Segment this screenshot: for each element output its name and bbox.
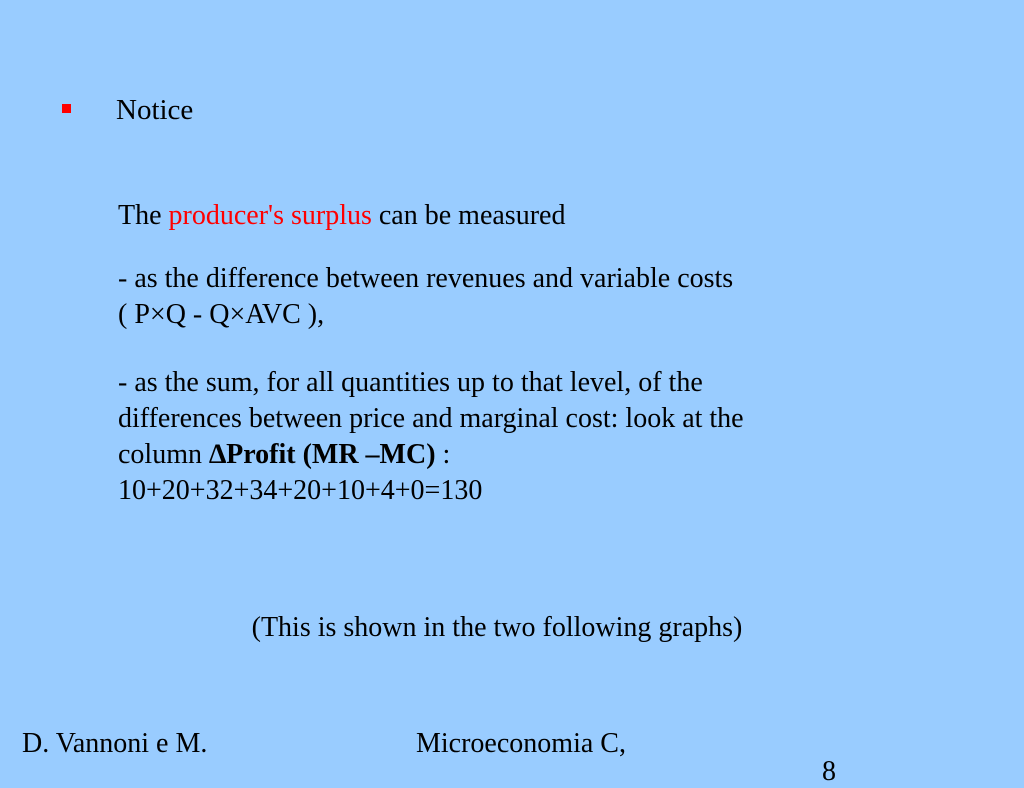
bullet-item xyxy=(62,94,193,127)
square-bullet-icon xyxy=(62,104,71,113)
point1-line1: - as the difference between revenues and variable costs xyxy=(118,263,734,294)
point2-sum: 10+20+32+34+20+10+4+0=130 xyxy=(118,475,483,506)
point2-line3 xyxy=(118,437,918,473)
point1-formula: ( P×Q - Q×AVC ), xyxy=(118,299,325,330)
point-revenue-minus-costs xyxy=(118,261,918,333)
intro-prefix: The xyxy=(118,200,169,231)
footer-page-number: 8 xyxy=(822,756,836,787)
footer-course: Microeconomia C, xyxy=(416,728,626,759)
slide-heading: Notice xyxy=(116,94,194,126)
point2-line1: - as the sum, for all quantities up to that level, of the xyxy=(118,367,703,398)
point2-line2: differences between price and marginal cost: look at the xyxy=(118,403,744,434)
point2-line3-suffix: : xyxy=(435,439,451,470)
intro-suffix: can be measured xyxy=(371,200,566,231)
point2-line3-prefix: column xyxy=(118,439,209,470)
point-sum-of-differences xyxy=(118,365,918,509)
producer-surplus-term: producer's surplus xyxy=(168,200,372,231)
delta-profit-column-label: ∆Profit (MR –MC) xyxy=(209,439,436,470)
graphs-note: (This is shown in the two following graphs) xyxy=(251,612,743,643)
footer-authors: D. Vannoni e M. xyxy=(22,728,208,759)
intro-paragraph xyxy=(118,198,918,234)
